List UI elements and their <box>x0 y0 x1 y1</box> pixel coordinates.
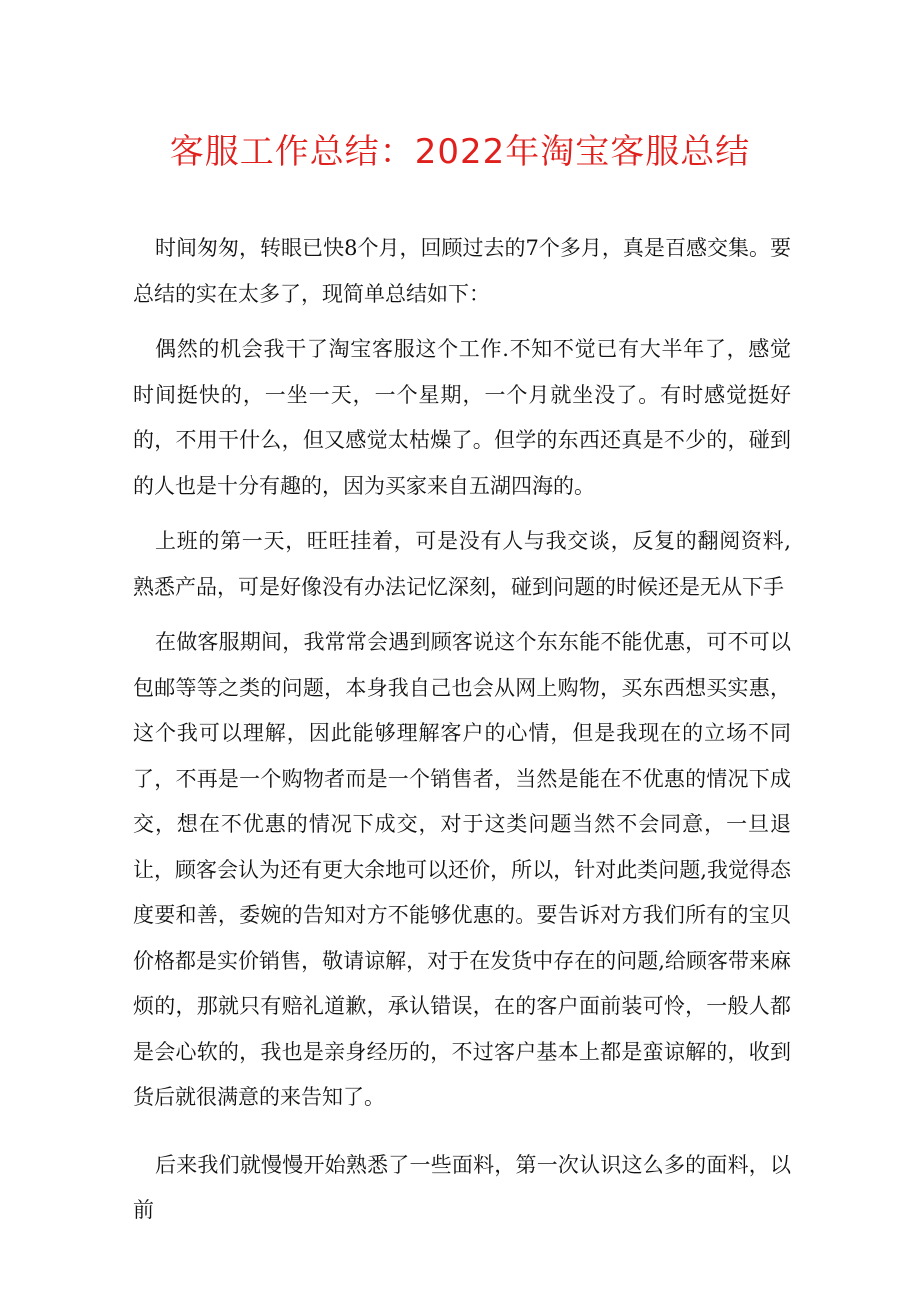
paragraph-4: 在做客服期间，我常常会遇到顾客说这个东东能不能优惠，可不可以包邮等等之类的问题，本身我自己也会从网上购物，买东西想买实惠，这个我可以理解，因此能够理解客户的心情，但是我现在的立场不同了，不再是一个购物者而是一个销售者，当然是能在不优惠的情况下成交，想在不优惠的情况下成交，对于这类问题当然不会同意，一旦退让，顾客会认为还有更大余地可以还价，所以，针对此类问题,我觉得态度要和善，委婉的告知对方不能够优惠的。要告诉对方我们所有的宝贝价格都是实价销售，敬请谅解，对于在发货中存在的问题,给顾客带来麻烦的，那就只有赔礼道歉，承认错误，在的客户面前装可怜，一般人都是会心软的，我也是亲身经历的，不过客户基本上都是蛮谅解的，收到货后就很满意的来告知了。 <box>133 630 791 1109</box>
paragraph-2: 偶然的机会我干了淘宝客服这个工作.不知不觉已有大半年了，感觉时间挺快的，一坐一天，一个星期，一个月就坐没了。有时感觉挺好的，不用干什么，但又感觉太枯燥了。但学的东西还真是不少的，碰到的人也是十分有趣的，因为买家来自五湖四海的。 <box>133 337 791 498</box>
document-title: 客服工作总结：2022年淘宝客服总结 <box>169 132 751 172</box>
paragraph-3: 上班的第一天，旺旺挂着，可是没有人与我交谈，反复的翻阅资料,熟悉产品，可是好像没有办法记忆深刻，碰到问题的时候还是无从下手 <box>133 529 791 599</box>
paragraph-5: 后来我们就慢慢开始熟悉了一些面料，第一次认识这么多的面料，以前 <box>133 1152 791 1222</box>
paragraph-1: 时间匆匆，转眼已快8个月，回顾过去的7个多月，真是百感交集。要总结的实在太多了，现简单总结如下： <box>133 236 791 306</box>
document-body <box>133 226 791 1244</box>
